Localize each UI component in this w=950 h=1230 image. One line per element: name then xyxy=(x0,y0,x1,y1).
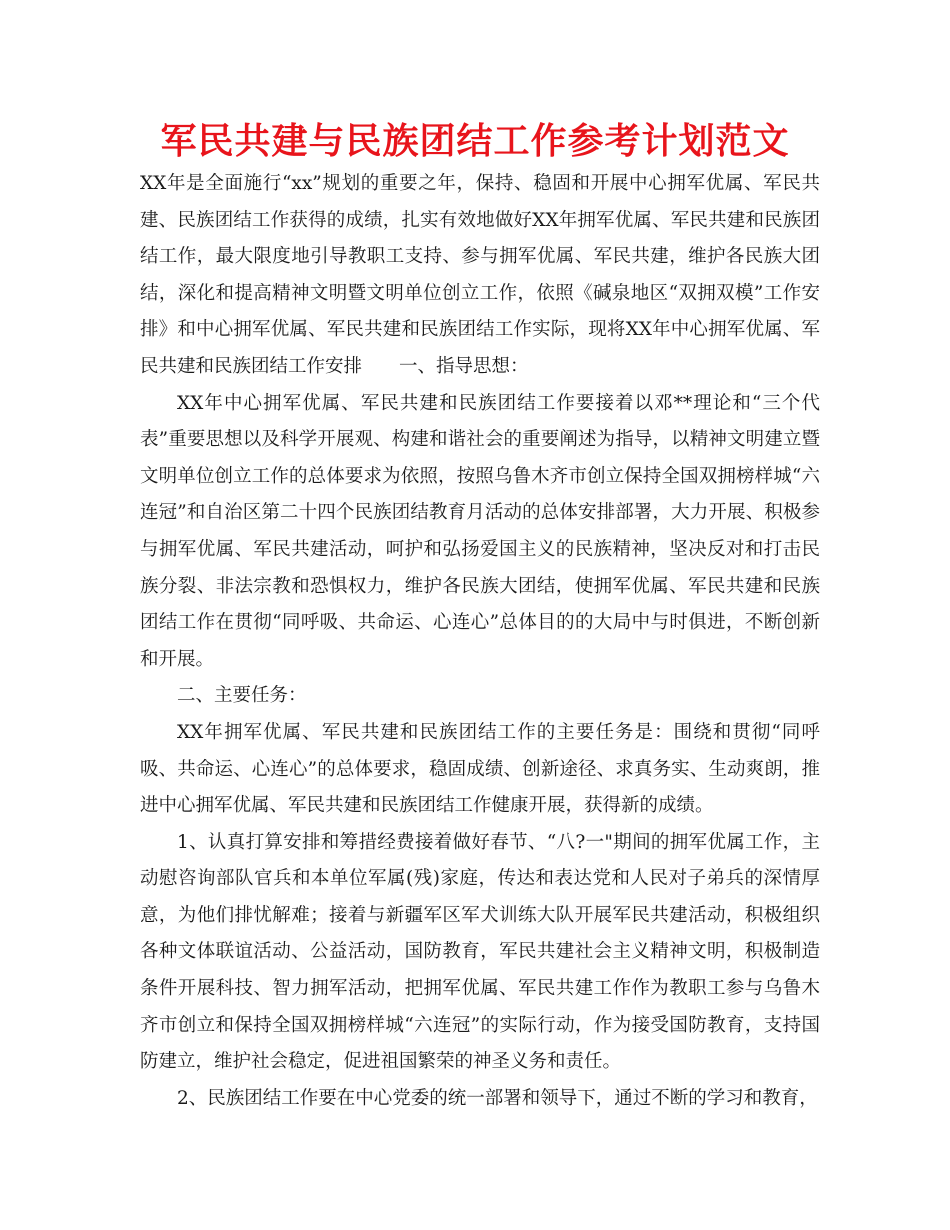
main-tasks-heading: 二、主要任务： xyxy=(177,685,307,707)
guiding-thought-paragraph: XX年中心拥军优属、军民共建和民族团结工作要接着以邓**理论和“三个代表”重要思想以及科学开展观、构建和谐社会的重要阐述为指导，以精神文明建立暨文明单位创立工作的总体要求为依照，按照乌鲁木齐市创立保持全国双拥榜样城“六连冠”和自治区第二十四个民族团结教育月活动的总体安排部署，大力开展、积极参与拥军优属、军民共建活动，呵护和弘扬爱国主义的民族精神，坚决反对和打击民族分裂、非法宗教和恐惧权力，维护各民族大团结，使拥军优属、军民共建和民族团结工作在贯彻“同呼吸、共命运、心连心”总体目的的大局中与时俱进，不断创新和开展。 xyxy=(140,392,820,670)
task-item-1: 1、认真打算安排和筹措经费接着做好春节、“八?一"期间的拥军优属工作，主动慰咨询部队官兵和本单位军属(残)家庭，传达和表达党和人民对子弟兵的深情厚意，为他们排忧解难；接着与新疆军区军犬训练大队开展军民共建活动，积极组织各种文体联谊活动、公益活动，国防教育，军民共建社会主义精神文明，积极制造条件开展科技、智力拥军活动，把拥军优属、军民共建工作作为教职工参与乌鲁木齐市创立和保持全国双拥榜样城“六连冠”的实际行动，作为接受国防教育，支持国防建立，维护社会稳定，促进祖国繁荣的神圣义务和责任。 xyxy=(140,831,820,1073)
task-item-2: 2、民族团结工作要在中心党委的统一部署和领导下，通过不断的学习和教育， xyxy=(177,1087,818,1109)
document-title: 军民共建与民族团结工作参考计划范文 xyxy=(160,121,790,162)
main-tasks-paragraph: XX年拥军优属、军民共建和民族团结工作的主要任务是：围绕和贯彻“同呼吸、共命运、心连心”的总体要求，稳固成绩、创新途径、求真务实、生动爽朗，推进中心拥军优属、军民共建和民族团结工作健康开展，获得新的成绩。 xyxy=(140,721,820,817)
intro-paragraph: XX年是全面施行“xx”规划的重要之年，保持、稳固和开展中心拥军优属、军民共建、民族团结工作获得的成绩，扎实有效地做好XX年拥军优属、军民共建和民族团结工作，最大限度地引导教职工支持、参与拥军优属、军民共建，维护各民族大团结，深化和提高精神文明暨文明单位创立工作，依照《碱泉地区“双拥双模”工作安排》和中心拥军优属、军民共建和民族团结工作实际，现将XX年中心拥军优属、军民共建和民族团结工作安排 一、指导思想： xyxy=(140,173,820,377)
document-body xyxy=(140,166,820,1117)
